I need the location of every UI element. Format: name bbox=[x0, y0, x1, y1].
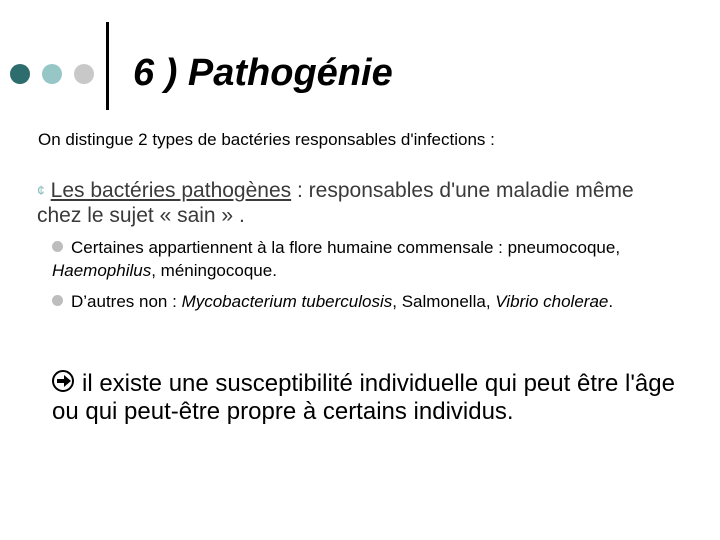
sub-bullet-icon bbox=[52, 295, 63, 306]
decor-dot-dark bbox=[10, 64, 30, 84]
bullet-icon: ¢ bbox=[37, 182, 45, 198]
decor-dot-grey bbox=[74, 64, 94, 84]
bullet-pathogenic-bacteria bbox=[37, 178, 677, 228]
sub-bullet-text: , Salmonella, bbox=[392, 292, 496, 311]
pathogenic-term: Les bactéries pathogènes bbox=[50, 179, 292, 202]
species-name: Haemophilus bbox=[52, 261, 152, 280]
circled-arrow-icon bbox=[52, 370, 74, 392]
sub-bullet-non-commensal bbox=[52, 290, 682, 313]
sub-bullet-text: , méningocoque. bbox=[151, 261, 277, 280]
decor-dot-teal bbox=[42, 64, 62, 84]
sub-bullet-text: . bbox=[608, 292, 614, 311]
species-name: Mycobacterium tuberculosis bbox=[181, 292, 393, 311]
sub-bullet-icon bbox=[52, 241, 63, 252]
conclusion bbox=[52, 370, 692, 426]
species-name: Vibrio cholerae bbox=[495, 292, 609, 311]
sub-bullet-text: Certaines appartiennent à la flore humaine commensale : pneumocoque, bbox=[71, 238, 621, 257]
title-divider bbox=[106, 22, 109, 110]
conclusion-text: il existe une susceptibilité individuelle qui peut être l'âge ou qui peut-être propre à certains individus. bbox=[52, 370, 675, 425]
pathogenic-definition: : responsables d'une maladie même chez le sujet « sain » . bbox=[37, 179, 634, 227]
slide-title: 6 ) Pathogénie bbox=[133, 52, 393, 94]
intro-text: On distingue 2 types de bactéries responsables d'infections : bbox=[38, 130, 495, 149]
sub-bullet-commensal bbox=[52, 236, 682, 282]
sub-bullet-text: D’autres non : bbox=[71, 292, 182, 311]
